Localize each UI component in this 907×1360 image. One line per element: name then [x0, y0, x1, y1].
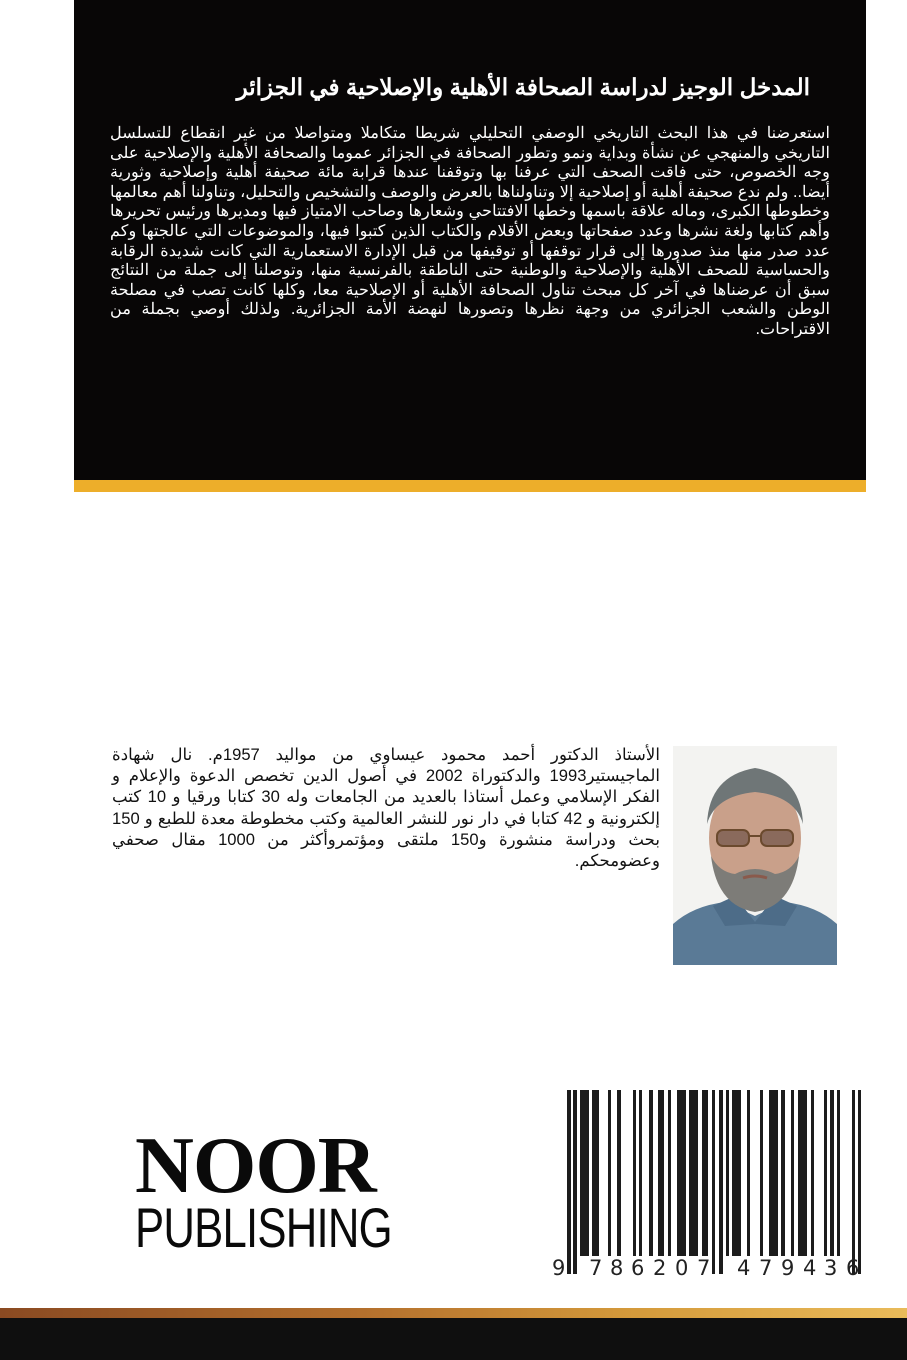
author-bio: الأستاذ الدكتور أحمد محمود عيساوي من مواليد 1957م. نال شهادة الماجيستير1993 والدكتوراة 2002 في أصول الدين تخصص الدعوة والإعلام و الفكر الإسلامي وعمل أستاذا بالعديد من الجامعات وله 30 كتابا ورقيا و 10 كتب إلكترونية و 42 كتابا في دار نور للنشر العالمية وكتب مخطوطة معدة للطبع و 150 بحث ودراسة منشورة و150 ملتقى ومؤتمروأكثر من 1000 مقال صحفي وعضومحكم. — [112, 745, 661, 871]
publisher-logo — [135, 1122, 464, 1259]
isbn-digit: 7 — [589, 1256, 603, 1280]
publisher-logo-noor: NOOR — [135, 1122, 376, 1210]
gold-stripe — [74, 480, 866, 492]
book-title: المدخل الوجيز لدراسة الصحافة الأهلية والإصلاحية في الجزائر — [236, 74, 810, 100]
bottom-dark-band — [0, 1318, 907, 1360]
isbn-digit: 7 — [759, 1256, 773, 1280]
publisher-logo-publishing: PUBLISHING — [135, 1196, 392, 1259]
isbn-digit: 3 — [824, 1256, 838, 1280]
isbn-digit: 9 — [781, 1256, 795, 1280]
isbn-digit: 4 — [803, 1256, 817, 1280]
blurb-text: استعرضنا في هذا البحث التاريخي الوصفي التحليلي شريطا متكاملا ومتواصلا من غير انقطاع للتسلسل التاريخي والمنهجي عن نشأة وبداية ونمو وتطور الصحافة في الجزائر عموما والصحافة الأهلية والإصلاحية على وجه الخصوص، حتى فاقت الصحف التي عرفنا بها وتوقفنا عندها قرابة مائة صحيفة أهلية وإصلاحية وثورية أيضا.. ولم ندع صحيفة أهلية أو إصلاحية إلا وتناولناها بالعرض والوصف والتشخيص والتحليل، وتناولنا أهم معالمها وخطوطها الكبرى، وماله علاقة باسمها وخطها الافتتاحي وشعارها وصاحب الامتياز فيها ومديرها ورئيس تحريرها وأهم كتابها ولغة نشرها وعدد صفحاتها وبعض الأقلام والكتاب الذين كتبوا فيها، والموضوعات التي عالجتها وكم عدد صدر منها منذ صدورها إلى قرار توقفها أو توقيفها من قبل الإدارة الاستعمارية التي كانت شديدة الرقابة والحساسية للصحف الأهلية والإصلاحية والوطنية حتى الناطقة بالفرنسية منها، وتوصلنا إلى جملة من النتائج سبق أن عرضناها في آخر كل مبحث تناول الصحافة الأهلية أو الإصلاحية معا، وكلها كانت تصب في مصلحة الوطن والشعب الجزائري من وجهة نظرها وتصورها لنهضة الأمة الجزائرية. ولذلك أوصي بجملة من الاقتراحات. — [110, 124, 830, 338]
author-photo — [673, 746, 837, 965]
isbn-digit: 4 — [737, 1256, 751, 1280]
isbn-digit: 7 — [697, 1256, 711, 1280]
bottom-gradient-band — [0, 1308, 907, 1318]
isbn-barcode — [555, 1088, 870, 1283]
isbn-digit: 6 — [631, 1256, 645, 1280]
author-portrait-icon — [673, 746, 837, 965]
isbn-digit: 0 — [675, 1256, 689, 1280]
isbn-digit: 6 — [846, 1256, 860, 1280]
isbn-digit: 9 — [552, 1256, 566, 1280]
book-blurb — [110, 124, 830, 340]
isbn-digit: 8 — [610, 1256, 624, 1280]
isbn-digit: 2 — [653, 1256, 667, 1280]
